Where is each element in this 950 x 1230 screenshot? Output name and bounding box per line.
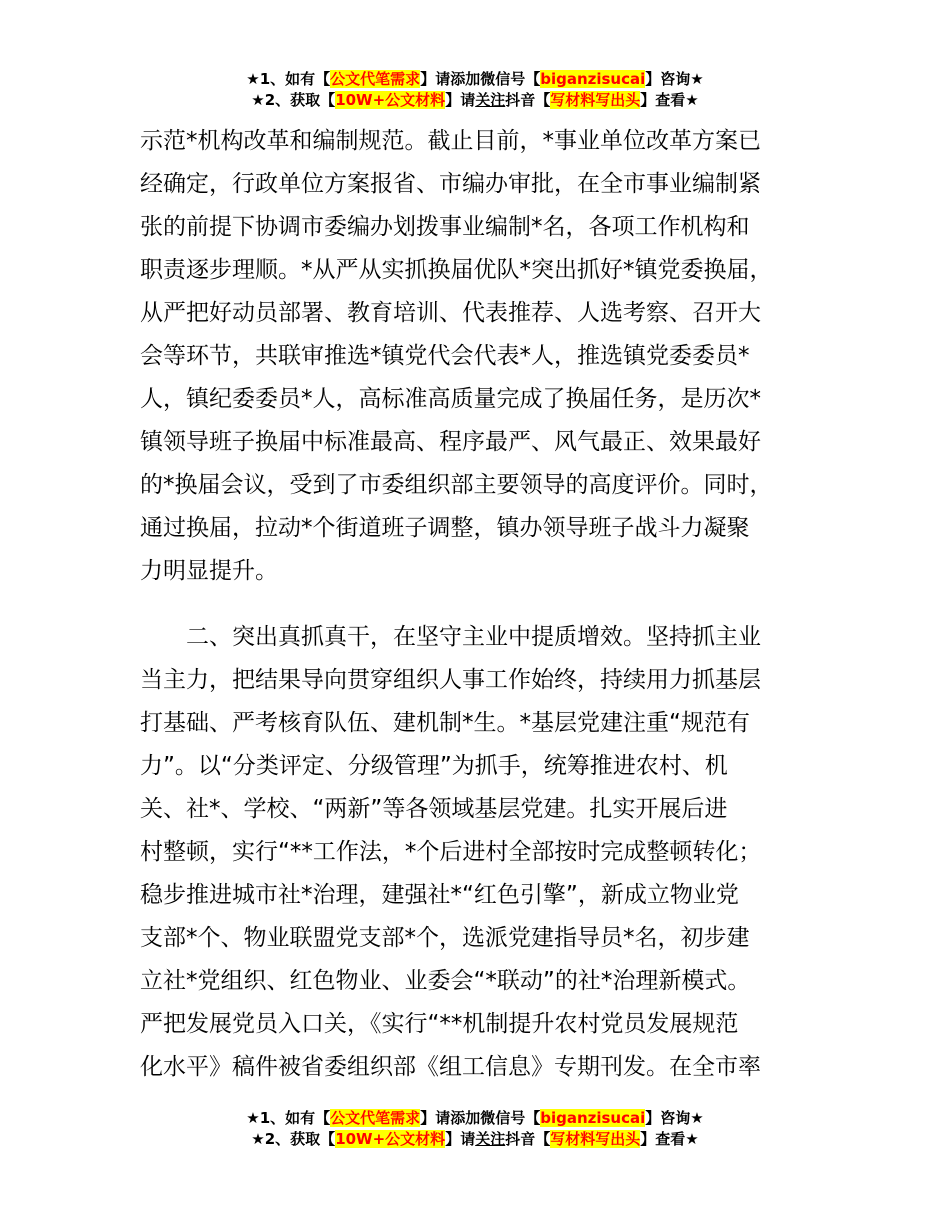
paragraph-2 bbox=[140, 616, 830, 1089]
text-line: 张的前提下协调市委编办划拨事业编制*名，各项工作机构和 bbox=[140, 214, 750, 240]
footer-banner bbox=[0, 1108, 950, 1150]
text-line: 职责逐步理顺。*从严从实抓换届优队*突出抓好*镇党委换届， bbox=[140, 257, 773, 283]
text-line: 稳步推进城市社*治理，建强社*“红色引擎”，新成立物业党 bbox=[140, 882, 739, 908]
text-line: 力明显提升。 bbox=[140, 558, 278, 584]
banner-line-2: ★2、获取【10W+公文材料】请关注抖音【写材料写出头】查看★ bbox=[251, 1130, 699, 1148]
text-line: 通过换届，拉动*个街道班子调整，镇办领导班子战斗力凝聚 bbox=[140, 515, 750, 541]
text-line: 示范*机构改革和编制规范。截止目前，*事业单位改革方案已 bbox=[140, 128, 761, 154]
paragraph-gap bbox=[140, 593, 830, 616]
highlight-materials: 10W+公文材料 bbox=[335, 1130, 446, 1148]
text-line: 关、社*、学校、“两新”等各领域基层党建。扎实开展后进 bbox=[140, 796, 728, 822]
text-line: 严把发展党员入口关，《实行“**机制提升农村党员发展规范 bbox=[140, 1011, 739, 1037]
highlight-materials: 10W+公文材料 bbox=[335, 91, 446, 109]
text-line: 的*换届会议，受到了市委组织部主要领导的高度评价。同时， bbox=[140, 472, 773, 498]
underlined-follow: 关注 bbox=[475, 91, 506, 109]
underlined-follow: 关注 bbox=[475, 1130, 506, 1148]
text-line: 从严把好动员部署、教育培训、代表推荐、人选考察、召开大 bbox=[140, 300, 761, 326]
body-text bbox=[140, 120, 830, 1089]
highlight-wechat-id: biganzisucai bbox=[540, 70, 646, 88]
text-line: 二、突出真抓真干，在坚守主业中提质增效。坚持抓主业 bbox=[186, 624, 761, 650]
header-banner bbox=[0, 69, 950, 111]
text-line: 村整顿，实行“**工作法，*个后进村全部按时完成整顿转化； bbox=[140, 839, 762, 865]
highlight-douyin: 写材料写出头 bbox=[550, 1130, 641, 1148]
highlight-wechat-id: biganzisucai bbox=[540, 1109, 646, 1127]
text-line: 会等环节，共联审推选*镇党代会代表*人，推选镇党委委员* bbox=[140, 343, 750, 369]
highlight-douyin: 写材料写出头 bbox=[550, 91, 641, 109]
text-line: 化水平》稿件被省委组织部《组工信息》专期刊发。在全市率 bbox=[140, 1054, 761, 1080]
text-line: 镇领导班子换届中标准最高、程序最严、风气最正、效果最好 bbox=[140, 429, 761, 455]
highlight-ghostwriting: 公文代笔需求 bbox=[330, 70, 421, 88]
text-line: 人，镇纪委委员*人，高标准高质量完成了换届任务，是历次* bbox=[140, 386, 761, 412]
text-line: 打基础、严考核育队伍、建机制*生。*基层党建注重“规范有 bbox=[140, 710, 750, 736]
text-line: 当主力，把结果导向贯穿组织人事工作始终，持续用力抓基层 bbox=[140, 667, 761, 693]
text-line: 立社*党组织、红色物业、业委会“*联动”的社*治理新模式。 bbox=[140, 968, 751, 994]
paragraph-1 bbox=[140, 120, 830, 593]
banner-line-1: ★1、如有【公文代笔需求】请添加微信号【biganzisucai】咨询★ bbox=[246, 1109, 704, 1127]
text-line: 力”。以“分类评定、分级管理”为抓手，统筹推进农村、机 bbox=[140, 753, 728, 779]
text-line: 经确定，行政单位方案报省、市编办审批，在全市事业编制紧 bbox=[140, 171, 761, 197]
highlight-ghostwriting: 公文代笔需求 bbox=[330, 1109, 421, 1127]
banner-line-2: ★2、获取【10W+公文材料】请关注抖音【写材料写出头】查看★ bbox=[251, 91, 699, 109]
text-line: 支部*个、物业联盟党支部*个，选派党建指导员*名，初步建 bbox=[140, 925, 750, 951]
banner-line-1: ★1、如有【公文代笔需求】请添加微信号【biganzisucai】咨询★ bbox=[246, 70, 704, 88]
